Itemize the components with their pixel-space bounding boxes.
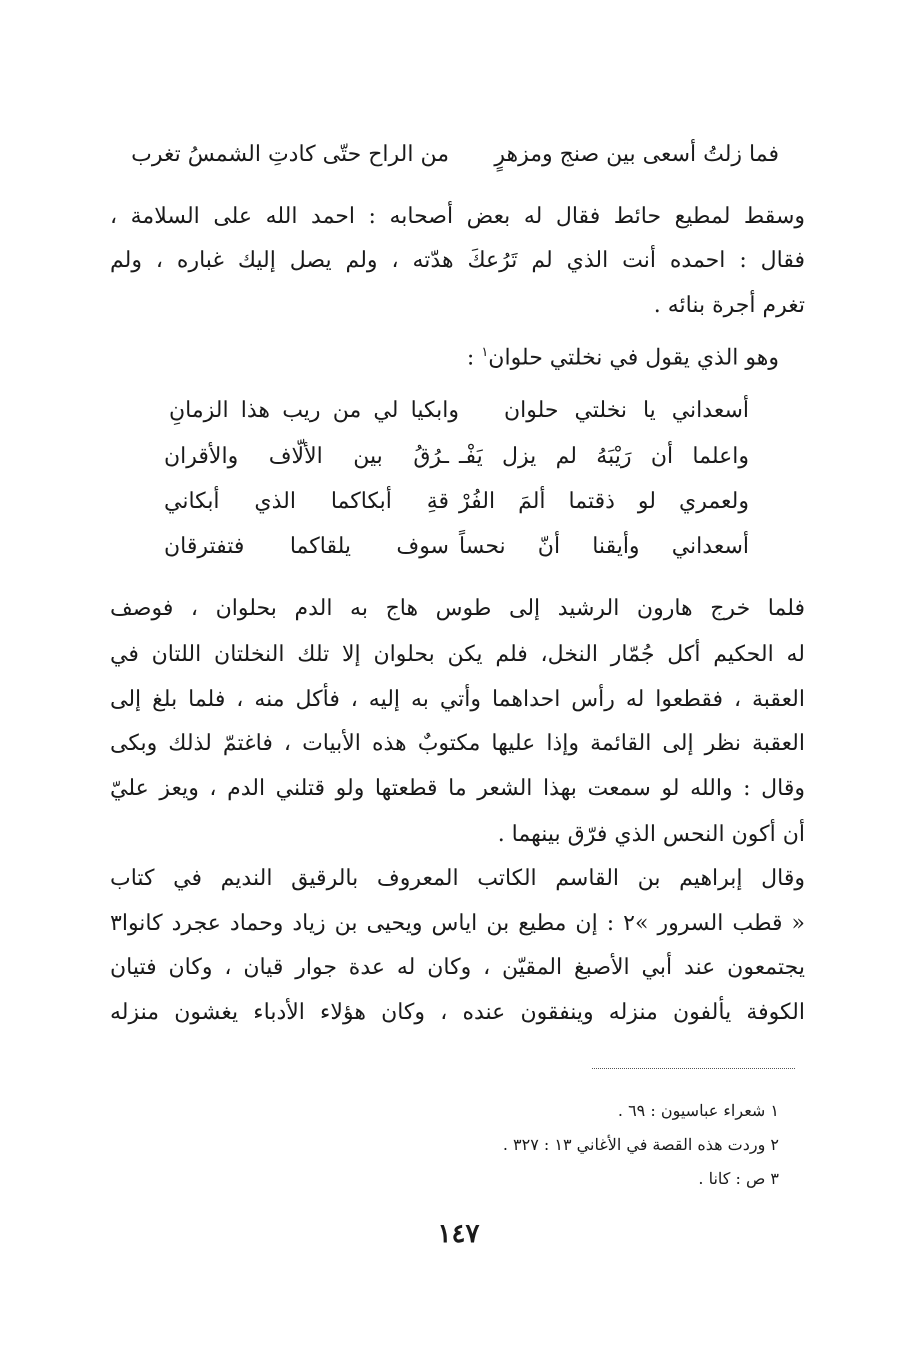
footnote: ٣ ص : كانا . [698,1169,779,1188]
footnote: ٢ وردت هذه القصة في الأغاني ١٣ : ٣٢٧ . [502,1135,779,1154]
paragraph-line: « قطب السرور »٢ : إن مطيع بن اياس ويحيى بن زياد وحماد عجرد كانوا٣ [110,911,805,936]
paragraph-line: وقال : والله لو سمعت بهذا الشعر ما قطعتها ولو قتلني الدم ، ويعز عليّ [110,776,805,801]
poem-intro-text: وهو الذي يقول في نخلتي حلوان [488,345,779,371]
page-number: ١٤٧ [437,1219,480,1249]
verse-top-first-hemistich: فما زلتُ أسعى بين صنج ومزهرٍ [494,142,779,167]
paragraph-line: يجتمعون عند أبي الأصبغ المقيّن ، وكان له عدة جوار قيان ، وكان فتيان [110,955,805,980]
poem-intro-colon: : [466,345,482,371]
verse-top-second-hemistich: من الراح حتّى كادتِ الشمسُ تغرب [131,142,449,167]
paragraph-line: العقبة ، فقطعوا له رأس احداهما وأتي به إليه ، فأكل منه ، فلما بلغ إلى [110,687,805,712]
poem-hemistich-second: قةِ أبكاكما الذي أبكاني [164,489,449,514]
poem-hemistich-first: واعلما أن رَيْبَهُ لم يزل يَفْـ [459,444,749,469]
paragraph-line: تغرم أجرة بنائه . [653,293,805,318]
paragraph-line: وسقط لمطيع حائط فقال له بعض أصحابه : احمد الله على السلامة ، [110,204,805,229]
paragraph-line: فقال : احمده أنت الذي لم تَرُعكَ هدّته ، ولم يصل إليك غباره ، ولم [110,248,805,273]
paragraph-line: فلما خرج هارون الرشيد إلى طوس هاج به الدم بحلوان ، فوصف [110,596,805,621]
paragraph-line: العقبة نظر إلى القائمة وإذا عليها مكتوبٌ هذه الأبيات ، فاغتمّ لذلك وبكى [110,731,805,756]
poem-hemistich-second: ـرُقُ بين الألّاف والأقران [164,444,449,469]
paragraph-line: له الحكيم أكل جُمّار النخل، فلم يكن بحلوان إلا تلك النخلتان اللتان في [110,642,805,667]
poem-hemistich-second: سوف يلقاكما فتفترقان [164,534,449,559]
footnote-separator [592,1068,795,1069]
poem-hemistich-second: وابكيا لي من ريب هذا الزمانِ [169,398,459,423]
paragraph-line: الكوفة يألفون منزله وينفقون عنده ، وكان هؤلاء الأدباء يغشون منزله [110,1000,805,1025]
poem-hemistich-first: أسعداني وأيقنا أنّ نحساً [459,534,749,559]
paragraph-line: أن أكون النحس الذي فرّق بينهما . [497,822,805,847]
poem-intro-line [467,338,779,373]
footnote-mark: ١ [481,345,489,360]
poem-hemistich-first: ولعمري لو ذقتما ألمَ الفُرْ [459,489,749,514]
paragraph-line: وقال إبراهيم بن القاسم الكاتب المعروف بالرقيق النديم في كتاب [110,866,805,891]
footnote: ١ شعراء عباسيون : ٦٩ . [617,1101,779,1120]
poem-hemistich-first: أسعداني يا نخلتي حلوان [504,398,749,423]
